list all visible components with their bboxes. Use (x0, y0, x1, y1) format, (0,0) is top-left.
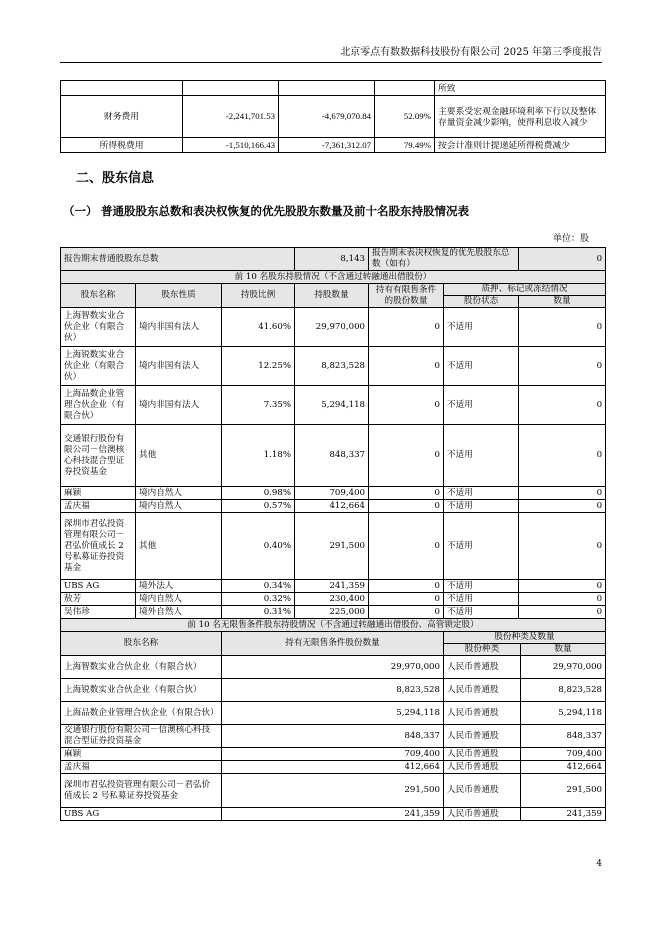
total-holders-label: 报告期末普通股股东总数 (61, 248, 295, 271)
unrestricted-qty: 8,823,528 (222, 679, 444, 702)
share-count: 412,664 (521, 761, 606, 774)
current-amount: -2,241,701.53 (183, 96, 279, 138)
table-row (61, 81, 606, 96)
total-holders-row (61, 248, 606, 271)
holder-name: 敖芳 (61, 593, 136, 606)
table-row (61, 606, 606, 619)
change-ratio: 52.09% (375, 96, 435, 138)
pledge-count: 0 (519, 580, 606, 593)
table-row (61, 808, 606, 821)
pledge-status: 不适用 (444, 580, 519, 593)
pledge-count: 0 (519, 513, 606, 580)
table-row (61, 761, 606, 774)
total-holders-value: 8,143 (295, 248, 369, 271)
restricted-qty: 0 (369, 606, 444, 619)
holder-nature: 境外自然人 (136, 606, 222, 619)
holding-qty: 5,294,118 (295, 386, 369, 425)
change-reason: 主要系受宏观金融环境利率下行以及整体存量资金减少影响，使得利息收入减少 (435, 96, 606, 138)
table-row (61, 725, 606, 748)
share-kind: 人民币普通股 (444, 774, 521, 808)
holder-name: 上海锐数实业合伙企业（有限合伙） (61, 679, 222, 702)
change-ratio: 79.49% (375, 138, 435, 153)
share-kind: 人民币普通股 (444, 679, 521, 702)
section-title: 二、股东信息 (76, 171, 155, 186)
col-restricted: 持有有限售条件的股份数量 (369, 284, 444, 308)
holding-ratio: 0.31% (222, 606, 295, 619)
pledge-status: 不适用 (444, 425, 519, 487)
col-kind-group: 股份种类及数量 (444, 632, 606, 644)
holder-name: 上海锐数实业合伙企业（有限合伙） (61, 347, 136, 386)
pledge-count: 0 (519, 308, 606, 347)
share-count: 29,970,000 (521, 656, 606, 679)
table-row (61, 138, 606, 153)
table-row (61, 580, 606, 593)
restricted-qty: 0 (369, 386, 444, 425)
change-reason: 所致 (435, 81, 606, 96)
pledge-status: 不适用 (444, 500, 519, 513)
restricted-qty: 0 (369, 308, 444, 347)
holder-name: 麻颖 (61, 748, 222, 761)
page-number: 4 (596, 859, 602, 869)
share-count: 241,359 (521, 808, 606, 821)
unrestricted-qty: 291,500 (222, 774, 444, 808)
unrestricted-qty: 29,970,000 (222, 656, 444, 679)
pledge-status: 不适用 (444, 386, 519, 425)
share-kind: 人民币普通股 (444, 656, 521, 679)
table-row (61, 702, 606, 725)
col-nature: 股东性质 (136, 284, 222, 308)
current-amount: -1,510,166.43 (183, 138, 279, 153)
pledge-status: 不适用 (444, 593, 519, 606)
restricted-qty: 0 (369, 500, 444, 513)
col-count: 数量 (521, 644, 606, 656)
top10-caption-row (61, 271, 606, 284)
table-row (61, 748, 606, 761)
pledge-count: 0 (519, 347, 606, 386)
share-kind: 人民币普通股 (444, 808, 521, 821)
unrestricted-qty: 412,664 (222, 761, 444, 774)
holder-name: 交通银行股份有限公司－信澳核心科技混合型证券投资基金 (61, 425, 136, 487)
pledge-count: 0 (519, 593, 606, 606)
top10-caption: 前 10 名股东持股情况（不含通过转融通出借股份） (61, 271, 606, 284)
report-title: 北京零点有数数据科技股份有限公司 2025 年第三季度报告 (340, 47, 602, 58)
pledge-status: 不适用 (444, 308, 519, 347)
restricted-qty: 0 (369, 425, 444, 487)
holder-nature: 境内非国有法人 (136, 386, 222, 425)
col-kind: 股份种类 (444, 644, 521, 656)
table-row (61, 308, 606, 347)
holding-ratio: 0.57% (222, 500, 295, 513)
col-name: 股东名称 (61, 284, 136, 308)
holder-name: 上海智数实业合伙企业（有限合伙） (61, 656, 222, 679)
holder-nature: 境内自然人 (136, 593, 222, 606)
current-amount (183, 81, 279, 96)
expense-name (61, 81, 183, 96)
table-row (61, 347, 606, 386)
change-ratio (375, 81, 435, 96)
holding-ratio: 1.18% (222, 425, 295, 487)
holder-nature: 境外法人 (136, 580, 222, 593)
prior-amount: -4,679,070.84 (279, 96, 375, 138)
share-kind: 人民币普通股 (444, 702, 521, 725)
page-header (60, 0, 602, 63)
header-row (61, 284, 606, 296)
holding-ratio: 0.32% (222, 593, 295, 606)
pref-holders-label: 报告期末表决权恢复的优先股股东总数（如有） (369, 248, 519, 271)
share-count: 5,294,118 (521, 702, 606, 725)
unit-label: 单位：股 (552, 234, 589, 244)
subsection-number: （一） (63, 204, 98, 218)
table-row (61, 774, 606, 808)
holder-name: 上海智数实业合伙企业（有限合伙） (61, 308, 136, 347)
restricted-qty: 0 (369, 513, 444, 580)
holder-name: 孟庆福 (61, 500, 136, 513)
restricted-qty: 0 (369, 593, 444, 606)
col-name: 股东名称 (61, 632, 222, 656)
table-row (61, 96, 606, 138)
holding-ratio: 0.34% (222, 580, 295, 593)
col-status: 股份状态 (444, 296, 519, 308)
holder-nature: 境内非国有法人 (136, 347, 222, 386)
unrestricted-qty: 848,337 (222, 725, 444, 748)
holder-nature: 其他 (136, 425, 222, 487)
holder-nature: 境内自然人 (136, 487, 222, 500)
pledge-status: 不适用 (444, 606, 519, 619)
holding-qty: 29,970,000 (295, 308, 369, 347)
unrestricted-caption-row (61, 619, 606, 632)
share-kind: 人民币普通股 (444, 761, 521, 774)
holding-ratio: 0.40% (222, 513, 295, 580)
header-row (61, 632, 606, 644)
table-row (61, 386, 606, 425)
holding-qty: 848,337 (295, 425, 369, 487)
holder-name: 麻颖 (61, 487, 136, 500)
share-count: 8,823,528 (521, 679, 606, 702)
holding-ratio: 0.98% (222, 487, 295, 500)
pledge-count: 0 (519, 606, 606, 619)
share-kind: 人民币普通股 (444, 748, 521, 761)
unrestricted-qty: 5,294,118 (222, 702, 444, 725)
holder-name: UBS AG (61, 580, 136, 593)
holding-qty: 241,359 (295, 580, 369, 593)
col-count: 数量 (519, 296, 606, 308)
col-ratio: 持股比例 (222, 284, 295, 308)
holding-qty: 412,664 (295, 500, 369, 513)
pledge-status: 不适用 (444, 347, 519, 386)
holding-ratio: 7.35% (222, 386, 295, 425)
col-qty: 持有无限售条件股份数量 (222, 632, 444, 656)
holding-qty: 225,000 (295, 606, 369, 619)
pledge-count: 0 (519, 386, 606, 425)
share-kind: 人民币普通股 (444, 725, 521, 748)
share-count: 291,500 (521, 774, 606, 808)
pledge-count: 0 (519, 500, 606, 513)
share-count: 848,337 (521, 725, 606, 748)
share-count: 709,400 (521, 748, 606, 761)
unrestricted-table (60, 618, 606, 821)
shareholders-table (60, 247, 606, 619)
prior-amount: -7,361,312.07 (279, 138, 375, 153)
holder-name: 孟庆福 (61, 761, 222, 774)
holder-name: 吴伟珍 (61, 606, 136, 619)
unrestricted-caption: 前 10 名无限售条件股东持股情况（不含通过转融通出借股份、高管锁定股） (61, 619, 606, 632)
prior-amount (279, 81, 375, 96)
table-row (61, 487, 606, 500)
restricted-qty: 0 (369, 347, 444, 386)
holding-qty: 8,823,528 (295, 347, 369, 386)
table-row (61, 656, 606, 679)
change-reason: 按会计准则计提递延所得税费减少 (435, 138, 606, 153)
table-row (61, 679, 606, 702)
holder-name: 上海品数企业管理合伙企业（有限合伙） (61, 702, 222, 725)
holding-qty: 230,400 (295, 593, 369, 606)
table-row (61, 593, 606, 606)
holder-name: 深圳市君弘投资管理有限公司－君弘价值成长 2 号私募证券投资基金 (61, 774, 222, 808)
holding-ratio: 41.60% (222, 308, 295, 347)
expense-name: 财务费用 (61, 96, 183, 138)
col-qty: 持股数量 (295, 284, 369, 308)
restricted-qty: 0 (369, 487, 444, 500)
holding-qty: 291,500 (295, 513, 369, 580)
expense-name: 所得税费用 (61, 138, 183, 153)
pledge-count: 0 (519, 487, 606, 500)
holder-name: 交通银行股份有限公司－信澳核心科技混合型证券投资基金 (61, 725, 222, 748)
pledge-status: 不适用 (444, 513, 519, 580)
subsection-title (63, 203, 469, 219)
pledge-count: 0 (519, 425, 606, 487)
pledge-status: 不适用 (444, 487, 519, 500)
col-pledge-group: 质押、标记或冻结情况 (444, 284, 606, 296)
holder-name: UBS AG (61, 808, 222, 821)
holding-qty: 709,400 (295, 487, 369, 500)
holding-ratio: 12.25% (222, 347, 295, 386)
expense-table (60, 80, 606, 153)
table-row (61, 500, 606, 513)
holder-nature: 其他 (136, 513, 222, 580)
holder-name: 深圳市君弘投资管理有限公司－君弘价值成长 2 号私募证券投资基金 (61, 513, 136, 580)
subsection-text: 普通股股东总数和表决权恢复的优先股股东数量及前十名股东持股情况表 (101, 204, 469, 218)
holder-nature: 境内非国有法人 (136, 308, 222, 347)
unrestricted-qty: 709,400 (222, 748, 444, 761)
unrestricted-qty: 241,359 (222, 808, 444, 821)
holder-name: 上海品数企业管理合伙企业（有限合伙） (61, 386, 136, 425)
table-row (61, 425, 606, 487)
restricted-qty: 0 (369, 580, 444, 593)
holder-nature: 境内自然人 (136, 500, 222, 513)
table-row (61, 513, 606, 580)
pref-holders-value: 0 (519, 248, 606, 271)
